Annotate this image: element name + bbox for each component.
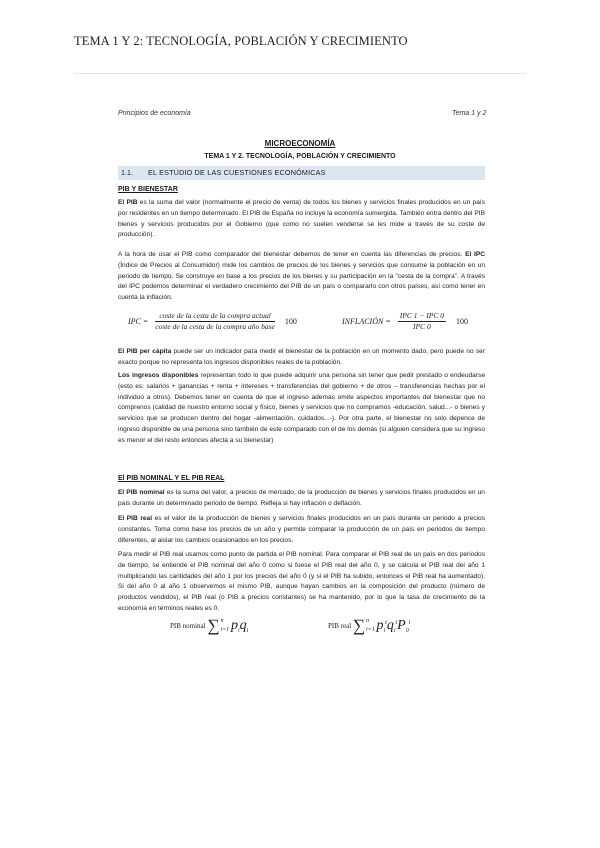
formula-inflacion-factor: 100: [455, 317, 468, 326]
sum-symbol: ∑: [352, 616, 366, 635]
term-pib-real: El PIB real: [118, 515, 153, 522]
formula-inflacion-denominator: IPC 0: [412, 322, 431, 331]
sum-lower-limit: i=1: [366, 627, 375, 633]
formula-pib-real: [328, 616, 410, 636]
sum-symbol: ∑: [207, 616, 220, 635]
paragraph-text: puede ser un indicador para medir el bienestar de la población en un momento dado, pero puede no ser exacto porque no representa los ingresos disponibles reales de la población.: [118, 348, 485, 366]
term-pib-nominal: El PIB nominal: [118, 489, 165, 496]
document-title: TEMA 1 Y 2: TECNOLOGÍA, POBLACIÓN Y CRECIMIENTO: [74, 34, 408, 48]
formula-ipc-numerator: coste de la cesta de la compra actual: [155, 311, 275, 322]
paragraph-text: es la suma del valor, a precios de mercado, de la producción de bienes y servicios finales producidos en un país durante un determinado periodo de tiempo. Refleja si hay inflación o deflación.: [118, 489, 485, 507]
paragraph-pib-per-capita: [118, 347, 485, 369]
paragraph-ingresos: [118, 371, 485, 447]
section-title: EL ESTUDIO DE LAS CUESTIONES ECONÓMICAS: [148, 168, 326, 177]
page-header-right: Tema 1 y 2: [452, 110, 487, 117]
formula-ipc-factor: 100: [284, 317, 297, 326]
section-heading-bar: [118, 166, 485, 180]
formula-ipc-label: IPC =: [128, 317, 149, 326]
paragraph-pib-nominal: [118, 488, 485, 510]
title-divider: [74, 73, 526, 74]
page-header-left: Principios de economía: [118, 110, 191, 117]
paragraph-text: representan todo lo que puede adquirir una persona sin tener que pedir prestado o endeudarse (esto es: salarios + ganancias + renta + intereses + transferencias del gobierno + de otros – transferencias hechas por el individuo a otros). Debemos tener en cuenta de que el ingreso además omite aspectos importantes del bienestar que no comprenos (calidad de nuestro entorno social y físico, bienes y servicios que no compramos -educación, salud...- o bienes y servicios que se producen dentro del hogar -alimentación, cuidados...-). Por otra parte, el bienestar no solo depence de ingreso disponible de una persona sino también de este comparado con el de los demás (si alguien considera que su ingreso es menor el del resto entonces afecta a su bienestar): [118, 372, 485, 444]
section-number: 1.1.: [121, 168, 133, 177]
formula-pib-nominal: [170, 616, 248, 636]
formula-ipc-denominator: coste de la cesta de la compra año base: [155, 322, 275, 331]
main-title: MICROECONOMÍA: [264, 139, 336, 148]
subheading-pib-nominal-real: El PIB NOMINAL Y EL PIB REAL: [118, 475, 225, 482]
formula-pib-real-label: PIB real: [328, 622, 352, 630]
sum-upper-limit: n: [366, 618, 370, 624]
paragraph-text: es la suma del valor (normalmente el precio de venta) de todos los bienes y servicios finales producidos en un país por residentes en un tiempo determinado. El PIB de España no incluye la economía sumergida. También entra dentro del PIB bienes y servicios producidos por el Gobierno (que como no suelen venderse se les mide a través de su coste de producción).: [118, 199, 485, 239]
formula-pib-nominal-expression: $p_iq_i$: [230, 618, 249, 634]
sum-upper-limit: n: [220, 618, 224, 624]
subheading-pib-bienestar: PIB Y BIENESTAR: [118, 186, 178, 193]
formula-pib-real-expression: $p_i^tq_i^tP_0^t$: [376, 618, 411, 634]
paragraph-text: A la hora de usar el PIB como comparador del bienestar debemos de tener en cuenta las diferencias de precios.: [118, 251, 466, 258]
formula-inflacion-label: INFLACIÓN =: [342, 317, 391, 326]
paragraph-medir-pib-real: Para medir el PIB real usamos como punto de partida el PIB nominal. Para comparar el PIB real de un país en dos periodos de tiempo, se entiende el PIB nominal del año 0 como si fuese el PIB real del año 0, y se calcula el PIB real del año 1 multiplicando las cantidades del año 1 por los precios del año 0 (y si el PIB ha subido, entonces el PIB real ha aumentado). Si del año 0 al año 1 observemos el mismo PIB, aunque hayan cambios en la composición del producto (número de productos vendidos), el PIB real (o PIB a precios constantes) se ha mantenido, por lo que la tasa de crecimiento de la economía en términos reales es 0.: [118, 551, 485, 612]
paragraph-text: es el valor de la producción de bienes y servicios finales producidos en un país durante un periodo a precios constantes. Toma como base los precios de un año y permite comparar la producción de un país en periodos de tiempo diferentes, al aislar los cambios ocasionados en los precios.: [118, 515, 485, 544]
paragraph-pib-real: [118, 514, 485, 546]
sub-title: TEMA 1 Y 2. TECNOLOGÍA, POBLACIÓN Y CRECIMIENTO: [204, 153, 396, 160]
formula-inflacion: [342, 311, 468, 332]
paragraph-text: (Índice de Precios al Consumidor) mide los cambios de precios de los bienes y servicios que consume la población en un periodo de tiempo. Se construye en base a los precios de los bienes y su participación en la "cesta de la compra". A través del IPC podemos determinar el verdadero crecimiento del PIB de un país o compararlo con otros países, así como tener en cuenta la inflación.: [118, 261, 485, 302]
paragraph-ipc: [118, 250, 485, 304]
term-ingresos-disponibles: Los ingresos disponibles: [118, 372, 199, 379]
term-ipc: El IPC: [465, 251, 485, 258]
term-pib: El PIB: [118, 199, 138, 206]
formula-inflacion-numerator: IPC 1 − IPC 0: [399, 311, 444, 320]
sum-lower-limit: i=1: [220, 627, 230, 633]
paragraph-pib-definition: [118, 198, 485, 241]
formula-pib-nominal-label: PIB nominal: [170, 622, 206, 630]
term-pib-per-capita: El PIB per cápita: [118, 348, 172, 355]
formula-ipc: [128, 311, 297, 332]
